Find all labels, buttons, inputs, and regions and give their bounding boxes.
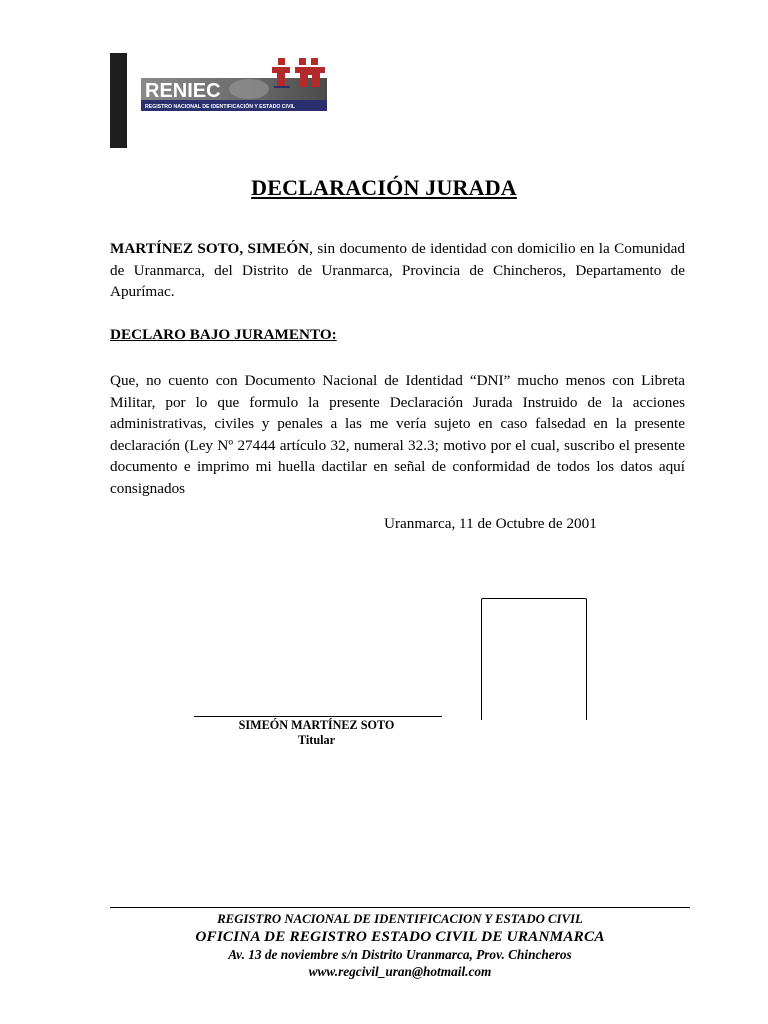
logo-side-bar: [110, 53, 127, 148]
footer-office: OFICINA DE REGISTRO ESTADO CIVIL DE URANMARCA: [195, 928, 605, 945]
declaration-paragraph: Que, no cuento con Documento Nacional de Identidad “DNI” mucho menos con Libreta Militar, por lo que formulo la presente Declaración Jurada Instruido de la acciones administrativas, civiles y penales a las me vería sujeto en caso falsedad en la presente declaración (Ley Nº 27444 artículo 32, numeral 32.3; motivo por el cual, suscribo el presente documento e imprimo mi huella dactilar en señal de conformidad de todos los datos aquí consignados: [110, 372, 685, 497]
footer-address: Av. 13 de noviembre s/n Distrito Uranmarca, Prov. Chincheros: [228, 947, 572, 962]
declaration-heading: DECLARO BAJO JURAMENTO:: [110, 326, 337, 343]
fingerprint-box: [481, 598, 587, 720]
reniec-logo: [141, 56, 331, 116]
logo-subtitle-text: REGISTRO NACIONAL DE IDENTIFICACIÓN Y ESTADO CIVIL: [145, 104, 296, 110]
footer-divider: [110, 907, 690, 908]
signature-line: [194, 716, 442, 717]
signatory-role: Titular: [297, 733, 336, 747]
intro-paragraph: [110, 238, 685, 303]
signatory-name: SIMEÓN MARTÍNEZ SOTO: [238, 718, 395, 732]
intro-text: , sin documento de identidad con domicilio en la Comunidad de Uranmarca, del Distrito de Uranmarca, Provincia de Chincheros, Departamento de Apurímac.: [110, 240, 685, 301]
place-date: Uranmarca, 11 de Octubre de 2001: [384, 515, 597, 532]
footer-email: www.regcivil_uran@hotmail.com: [308, 964, 492, 979]
declarant-name: MARTÍNEZ SOTO, SIMEÓN: [110, 240, 310, 257]
footer-institution: REGISTRO NACIONAL DE IDENTIFICACION Y ESTADO CIVIL: [217, 912, 583, 926]
document-title: DECLARACIÓN JURADA: [251, 175, 517, 200]
logo-brand-text: RENIEC: [145, 80, 221, 102]
